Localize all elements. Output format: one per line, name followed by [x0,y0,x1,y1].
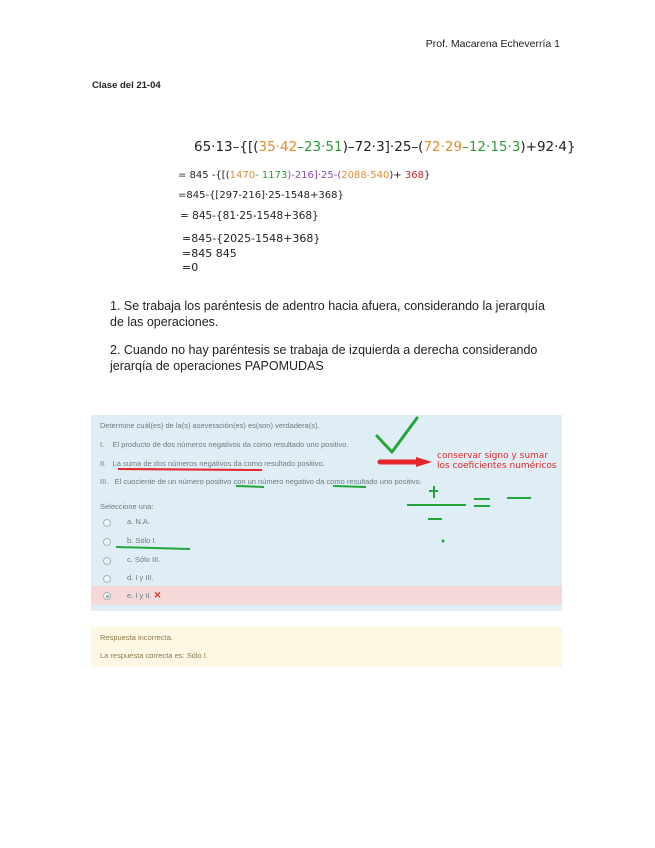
equation-step-1: = 845 -{[(1470- 1173)-216]·25-(2088-540)+ 368} [178,170,431,181]
option-d-label[interactable]: d. I y III. [127,573,154,582]
quiz-prompt: Determine cuál(es) de la(s) aseveración(es) es(son) verdadera(s). [100,421,320,430]
statement-1: I. El producto de dos números negativos da como resultado uno positivo. [100,440,349,449]
equation-main: 65·13–{[(35·42–23·51)–72·3]·25–(72·29–12·15·3)+92·4} [194,139,576,155]
equation-step-2: =845-{[297-216]·25-1548+368} [178,190,344,201]
ink-dot [442,540,445,543]
statement-3: III. El cuociente de un número positivo con un número negativo da como resultado uno positivo. [100,477,422,486]
statement-2: II. La suma de dos números negativos da como resultado positivo. [100,459,325,468]
option-b-label[interactable]: b. Sólo I. [127,536,157,545]
option-a-label[interactable]: a. N.A. [127,517,150,526]
note-1: 1. Se trabaja los paréntesis de adentro hacia afuera, considerando la jerarquía de las operaciones. [110,299,546,329]
equals-icon [474,499,490,506]
equation-step-6: =0 [182,261,199,274]
equation-step-5: =845 845 [182,247,237,260]
note-2: 2. Cuando no hay paréntesis se trabaja de izquierda a derecha considerando jerarqía de operaciones PAPOMUDAS [110,343,538,373]
plus-icon [429,486,438,498]
feedback-title: Respuesta incorrecta. [100,633,173,642]
handwritten-note-line1: conservar signo y sumar [437,451,549,461]
equation-step-3: = 845-{81·25-1548+368} [180,210,319,222]
option-e-label[interactable]: e. I y II. ✕ [127,590,162,600]
green-underline-positivo [236,486,264,487]
wrong-x-icon: ✕ [153,590,162,600]
equation-step-4: =845-{2025-1548+368} [182,232,321,245]
feedback-correct-answer: La respuesta correcta es: Sólo I. [100,651,208,660]
author-header: Prof. Macarena Echeverría 1 [425,38,560,50]
red-arrow-head-icon [416,457,432,467]
green-underline-negativo [333,486,366,487]
green-underline-option-b [116,547,190,549]
handwritten-note-line2: los coeficientes numéricos [437,461,557,471]
checkmark-icon [377,418,417,452]
select-label: Seleccione una: [100,502,154,511]
red-underline [118,469,262,470]
option-c-label[interactable]: c. Sólo III. [127,555,161,564]
class-date: Clase del 21-04 [92,80,161,91]
